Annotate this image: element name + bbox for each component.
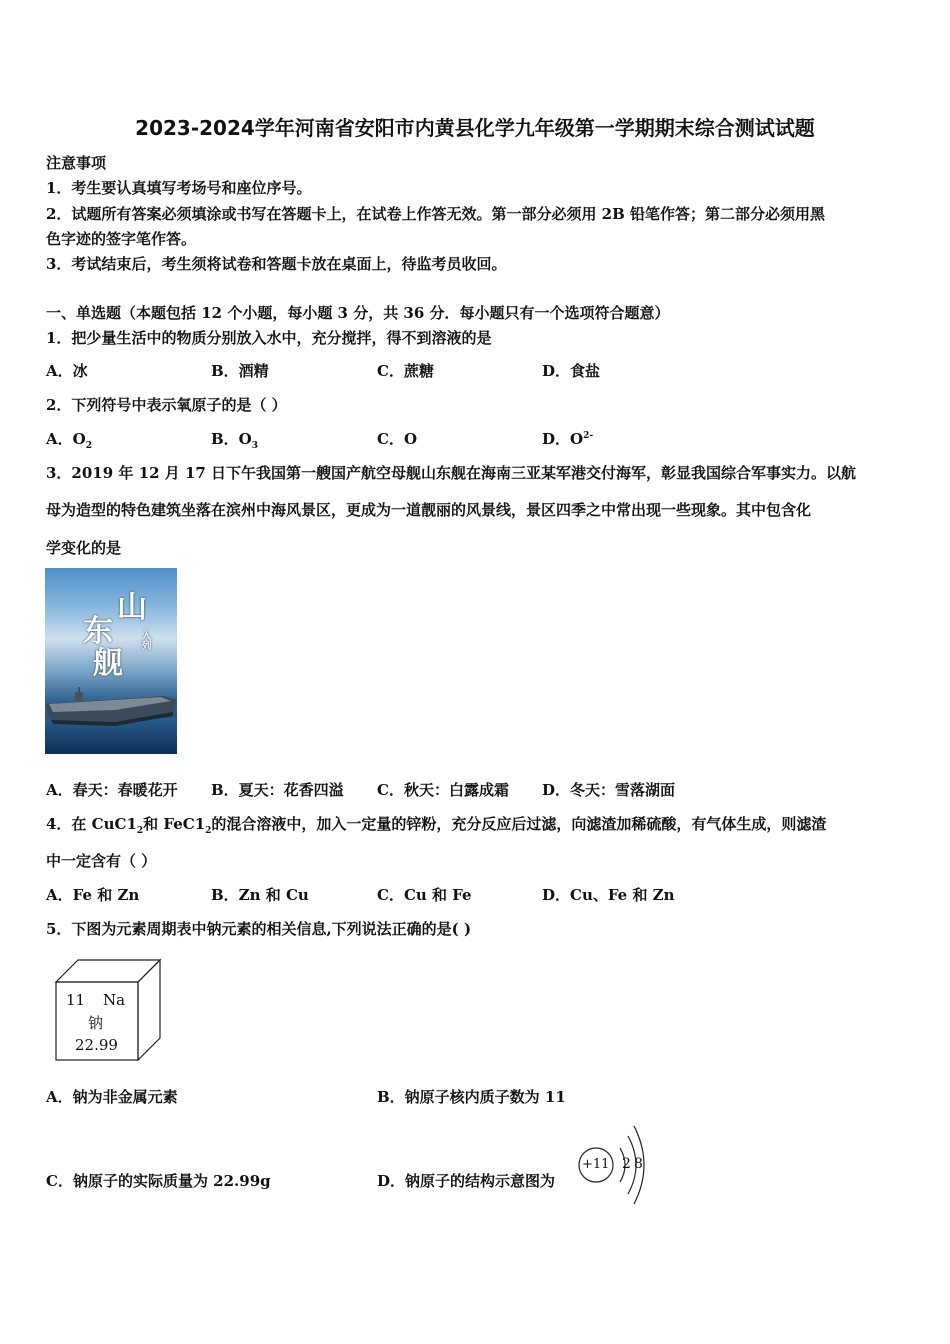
question-5-option-b: B．钠原子核内质子数为 11: [377, 1088, 566, 1106]
question-4-line-2: 中一定含有（ ）: [46, 852, 157, 870]
notice-heading: 注意事项: [46, 154, 107, 172]
question-5-option-d: D．钠原子的结构示意图为: [377, 1172, 556, 1190]
poster-char-4: 入列: [139, 630, 150, 650]
shell-2-electrons: 8: [634, 1156, 643, 1172]
shell-1-electrons: 2: [622, 1156, 631, 1172]
question-4-option-d: D．Cu、Fe 和 Zn: [542, 886, 675, 904]
atomic-mass: 22.99: [75, 1036, 118, 1054]
notice-item-3: 3．考试结束后，考生须将试卷和答题卡放在桌面上，待监考员收回。: [46, 255, 507, 273]
poster-char-2: 东: [83, 614, 113, 649]
question-2-option-c: C．O: [377, 430, 418, 448]
question-4-line-1: 4．在 $CuC1_2$和 $FeC1_2$的混合溶液中，加入一定量的锌粉，充分反应后过滤，向滤渣加稀硫酸，有气体生成，则滤渣: [46, 815, 827, 836]
atomic-number: 11: [66, 991, 86, 1009]
element-symbol: Na: [103, 991, 126, 1009]
question-1-option-d: D．食盐: [542, 362, 601, 380]
question-2-stem: 2．下列符号中表示氧原子的是（ ）: [46, 396, 287, 414]
question-3-option-b: B．夏天：花香四溢: [211, 781, 344, 799]
question-4-option-c: C．Cu 和 Fe: [377, 886, 472, 904]
question-2-option-a: A．$O_2$: [46, 430, 92, 451]
question-5-option-a: A．钠为非金属元素: [46, 1088, 178, 1106]
atomic-structure-diagram: [576, 1120, 652, 1206]
notice-item-2-line-2: 色字迹的签字笔作答。: [46, 230, 197, 248]
question-5-option-c: C．钠原子的实际质量为 22.99g: [46, 1172, 271, 1190]
question-3-line-1: 3．2019 年 12 月 17 日下午我国第一艘国产航空母舰山东舰在海南三亚某军港交付海军，彰显我国综合军事实力。以航: [46, 464, 857, 482]
question-4-option-b: B．Zn 和 Cu: [211, 886, 309, 904]
question-1-option-b: B．酒精: [211, 362, 269, 380]
question-1-option-c: C．蔗糖: [377, 362, 434, 380]
section-heading: 一、单选题（本题包括 12 个小题，每小题 3 分，共 36 分．每小题只有一个选项符合题意）: [46, 304, 670, 322]
question-2-option-d: D．$O^{2-}$: [542, 430, 594, 448]
question-2-option-b: B．$O_3$: [211, 430, 259, 451]
carrier-ship-icon: [45, 686, 177, 730]
notice-item-1: 1．考生要认真填写考场号和座位序号。: [46, 179, 312, 197]
question-3-line-3: 学变化的是: [46, 539, 122, 557]
nucleus-charge: +11: [582, 1157, 610, 1172]
question-3-line-2: 母为造型的特色建筑坐落在滨州中海风景区，更成为一道靓丽的风景线，景区四季之中常出现一些现象。其中包含化: [46, 501, 812, 519]
question-3-option-c: C．秋天：白露成霜: [377, 781, 509, 799]
question-1-stem: 1．把少量生活中的物质分别放入水中，充分搅拌，得不到溶液的是: [46, 329, 492, 347]
question-1-option-a: A．冰: [46, 362, 88, 380]
notice-item-2-line-1: 2．试题所有答案必须填涂或书写在答题卡上，在试卷上作答无效。第一部分必须用 2B 铅笔作答；第二部分必须用黑: [46, 205, 826, 223]
poster-char-1: 山: [117, 590, 147, 625]
poster-char-3: 舰: [93, 646, 123, 681]
question-4-option-a: A．Fe 和 Zn: [46, 886, 140, 904]
page-title: 2023-2024学年河南省安阳市内黄县化学九年级第一学期期末综合测试试题: [135, 116, 815, 140]
question-3-option-a: A．春天：春暖花开: [46, 781, 178, 799]
question-3-option-d: D．冬天：雪落湖面: [542, 781, 676, 799]
periodic-table-cell: [54, 958, 162, 1062]
element-name: 钠: [88, 1014, 104, 1032]
question-5-stem: 5．下图为元素周期表中钠元素的相关信息,下列说法正确的是( ): [46, 920, 472, 938]
aircraft-carrier-poster: [45, 568, 177, 754]
